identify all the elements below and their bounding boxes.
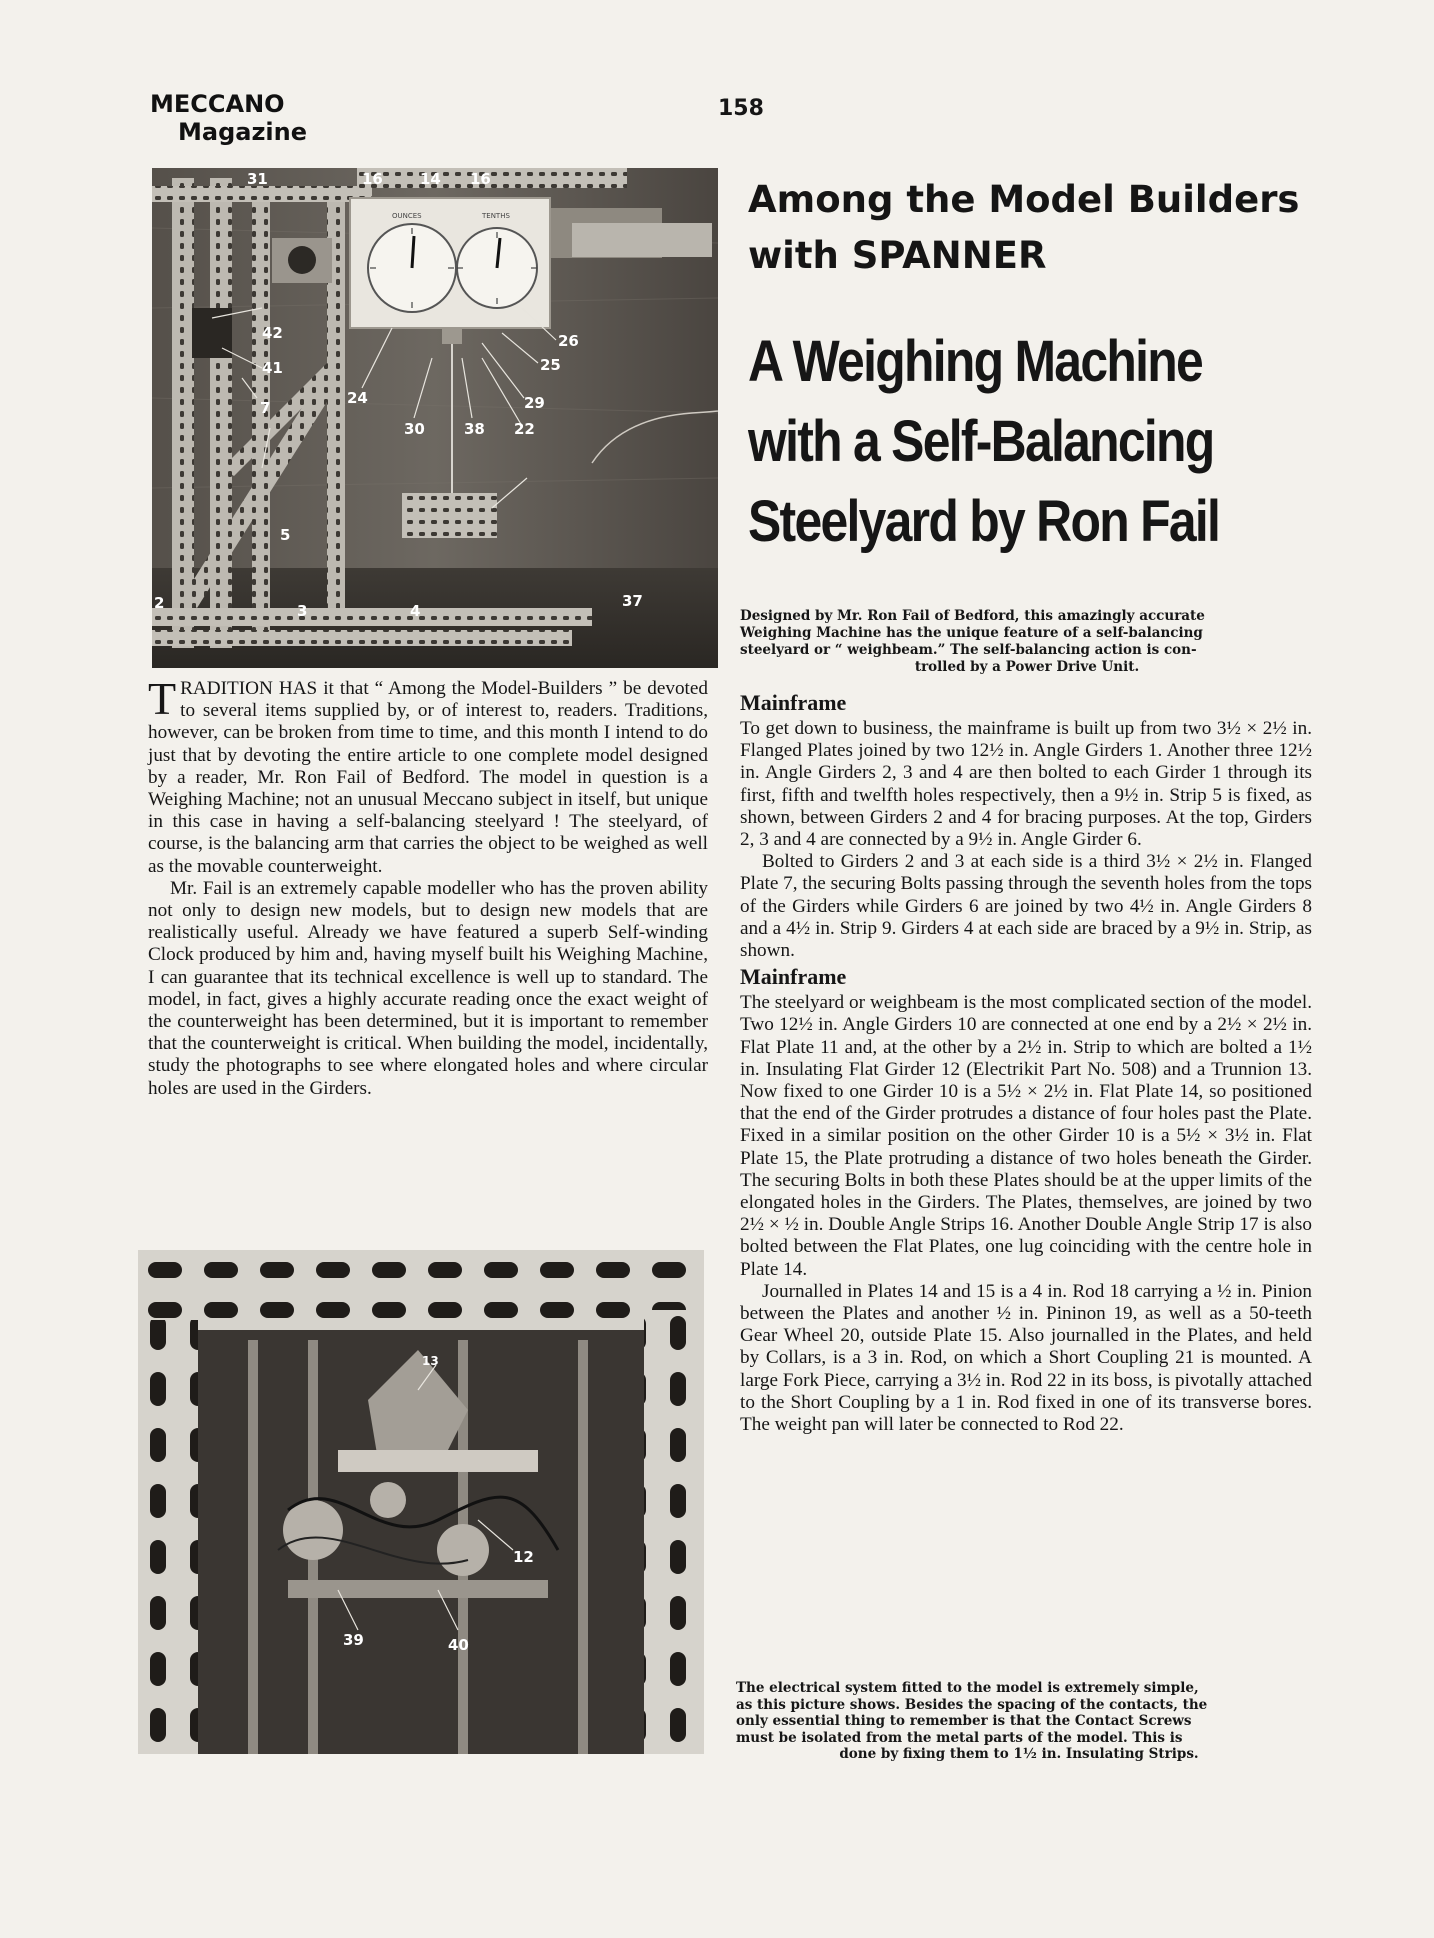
- callout-31: 31: [247, 170, 268, 188]
- weighing-machine-illustration: [152, 168, 718, 668]
- callout-5: 5: [280, 526, 291, 544]
- callout-7: 7: [260, 399, 271, 417]
- caption-line-4: must be isolated from the metal parts of the model. This is: [736, 1729, 1183, 1746]
- caption-line-3: only essential thing to remember is that the Contact Screws: [736, 1713, 1192, 1729]
- masthead-line-2: Magazine: [178, 118, 308, 146]
- callout-38: 38: [464, 420, 485, 438]
- title-block: [748, 172, 1328, 562]
- dial-left-label: OUNCES: [392, 212, 422, 220]
- kicker-line-2: with SPANNER: [748, 234, 1047, 277]
- callout-14: 14: [420, 170, 441, 188]
- electrical-system-caption: [736, 1680, 1302, 1763]
- callout-12: 12: [513, 1548, 534, 1566]
- section-heading-2: Mainframe: [740, 964, 847, 990]
- callout-30: 30: [404, 420, 425, 438]
- callout-16-right: 16: [470, 170, 491, 188]
- standfirst-line-1: Designed by Mr. Ron Fail of Bedford, this amazingly accurate: [740, 608, 1205, 624]
- headline-line-3: Steelyard by Ron Fail: [748, 489, 1220, 554]
- standfirst-line-4: trolled by a Power Drive Unit.: [914, 659, 1140, 675]
- standfirst-line-2: Weighing Machine has the unique feature of a self-balancing: [740, 625, 1203, 641]
- callout-39: 39: [343, 1631, 364, 1649]
- masthead: [150, 90, 307, 146]
- callout-16-left: 16: [362, 170, 383, 188]
- left-column: [148, 673, 708, 1100]
- callout-41: 41: [262, 359, 283, 377]
- headline-line-1: A Weighing Machine: [748, 329, 1203, 394]
- callout-4: 4: [410, 602, 421, 620]
- headline-line-2: with a Self-Balancing: [748, 409, 1214, 474]
- intro-paragraph-1: [148, 673, 708, 878]
- callout-13: 13: [422, 1354, 439, 1368]
- right-column: [740, 690, 1312, 1436]
- callout-26: 26: [558, 332, 579, 350]
- standfirst-line-3: steelyard or “ weighbeam.” The self-balancing action is con-: [740, 642, 1197, 658]
- callout-40: 40: [448, 1636, 469, 1654]
- standfirst: [740, 608, 1314, 676]
- weighing-machine-photo: [152, 168, 718, 668]
- electrical-system-photo: [138, 1250, 704, 1754]
- kicker-line-1: Among the Model Builders: [748, 178, 1300, 221]
- callout-25: 25: [540, 356, 561, 374]
- callout-29: 29: [524, 394, 545, 412]
- section-2-paragraph-2: Journalled in Plates 14 and 15 is a 4 in. Rod 18 carrying a ½ in. Pinion between the Plates and another ½ in. Pininon 19, as well as a 50-teeth Gear Wheel 20, outside Plate 15. Also journalled in the Plates, and held by Collars, is a 3 in. Rod, on which a Short Coupling 21 is mounted. A large Fork Piece, carrying a 3½ in. Rod 22 in its boss, is pivotally attached to the Short Coupling by a 1 in. Rod fixed in one of its transverse bores. The weight pan will later be connected to Rod 22.: [740, 1280, 1312, 1436]
- column-kicker: [748, 172, 1328, 284]
- masthead-line-1: MECCANO: [150, 90, 285, 118]
- electrical-system-illustration: [138, 1250, 704, 1754]
- intro-paragraph-2: Mr. Fail is an extremely capable modeller who has the proven ability not only to design new models, but to design new models that are realistically useful. Already we have featured a superb Self-winding Clock produced by him and, having myself built his Weighing Machine, I can guarantee that its technical excellence is well up to standard. The model, in fact, gives a highly accurate reading once the exact weight of the counterweight has been determined, but it is important to remember that the counterweight is critical. When building the model, incidentally, study the photographs to see where elongated holes and where circular holes are used in the Girders.: [148, 877, 708, 1099]
- section-1-paragraph-2: Bolted to Girders 2 and 3 at each side is a third 3½ × 2½ in. Flanged Plate 7, the securing Bolts passing through the seventh holes from the tops of the Girders while Girders 6 are joined by two 4½ in. Angle Girders 8 and a 4½ in. Strip 9. Girders 4 at each side are braced by a 9½ in. Strip, as shown.: [740, 851, 1312, 962]
- callout-2: 2: [154, 594, 165, 612]
- callout-22: 22: [514, 420, 535, 438]
- section-heading-1: Mainframe: [740, 690, 847, 715]
- caption-line-5: done by fixing them to 1½ in. Insulating Strips.: [839, 1746, 1199, 1762]
- caption-line-1: The electrical system fitted to the model is extremely simple,: [736, 1680, 1199, 1696]
- drop-cap: T: [148, 673, 177, 724]
- section-1-paragraph-1: To get down to business, the mainframe is built up from two 3½ × 2½ in. Flanged Plates joined by two 12½ in. Angle Girders 1. Another three 12½ in. Angle Girders 2, 3 and 4 are then bolted to each Girder 1 through its first, fifth and twelfth holes respectively, then a 9½ in. Strip 5 is fixed, as shown, between Girders 2 and 4 for bracing purposes. At the top, Girders 2, 3 and 4 are connected by a 9½ in. Angle Girder 6.: [740, 718, 1312, 851]
- callout-42: 42: [262, 324, 283, 342]
- page-number: 158: [718, 96, 764, 121]
- callout-24: 24: [347, 389, 368, 407]
- intro-paragraph-1-text: RADITION HAS it that “ Among the Model-Builders ” be devoted to several items supplied by, or of interest to, readers. Traditions, however, can be broken from time to time, and this month I intend to do just that by devoting the entire article to one complete model designed by a reader, Mr. Ron Fail of Bedford. The model in question is a Weighing Machine; not an unusual Meccano subject in itself, but unique in this case in having a self-balancing steelyard ! The steelyard, of course, is the balancing arm that carries the object to be weighed as well as the movable counterweight.: [148, 678, 708, 877]
- callout-37: 37: [622, 592, 643, 610]
- section-2-paragraph-1: The steelyard or weighbeam is the most complicated section of the model. Two 12½ in. Angle Girders 10 are connected at one end by a 2½ × 2½ in. Flat Plate 11 and, at the other by a 2½ in. Strip to which are bolted a 1½ in. Insulating Flat Girder 12 (Electrikit Part No. 508) and a Trunnion 13. Now fixed to one Girder 10 is a 5½ × 2½ in. Flat Plate 14, so positioned that the end of the Girder protrudes a distance of four holes past the Plate. Fixed in a similar position on the other Girder 10 is a 5½ × 3½ in. Flat Plate 15, the Plate protruding a distance of two holes beneath the Girder. The securing Bolts in both these Plates should be at the upper limits of the elongated holes in the Girders. The Plates, themselves, are joined by two 2½ × ½ in. Double Angle Strips 16. Another Double Angle Strip 17 is also bolted between the Flat Plates, one lug coinciding with the centre hole in Plate 14.: [740, 992, 1312, 1280]
- dial-right-label: TENTHS: [482, 212, 510, 220]
- callout-3: 3: [297, 602, 308, 620]
- caption-line-2: as this picture shows. Besides the spacing of the contacts, the: [736, 1696, 1208, 1713]
- article-headline: [748, 322, 1333, 562]
